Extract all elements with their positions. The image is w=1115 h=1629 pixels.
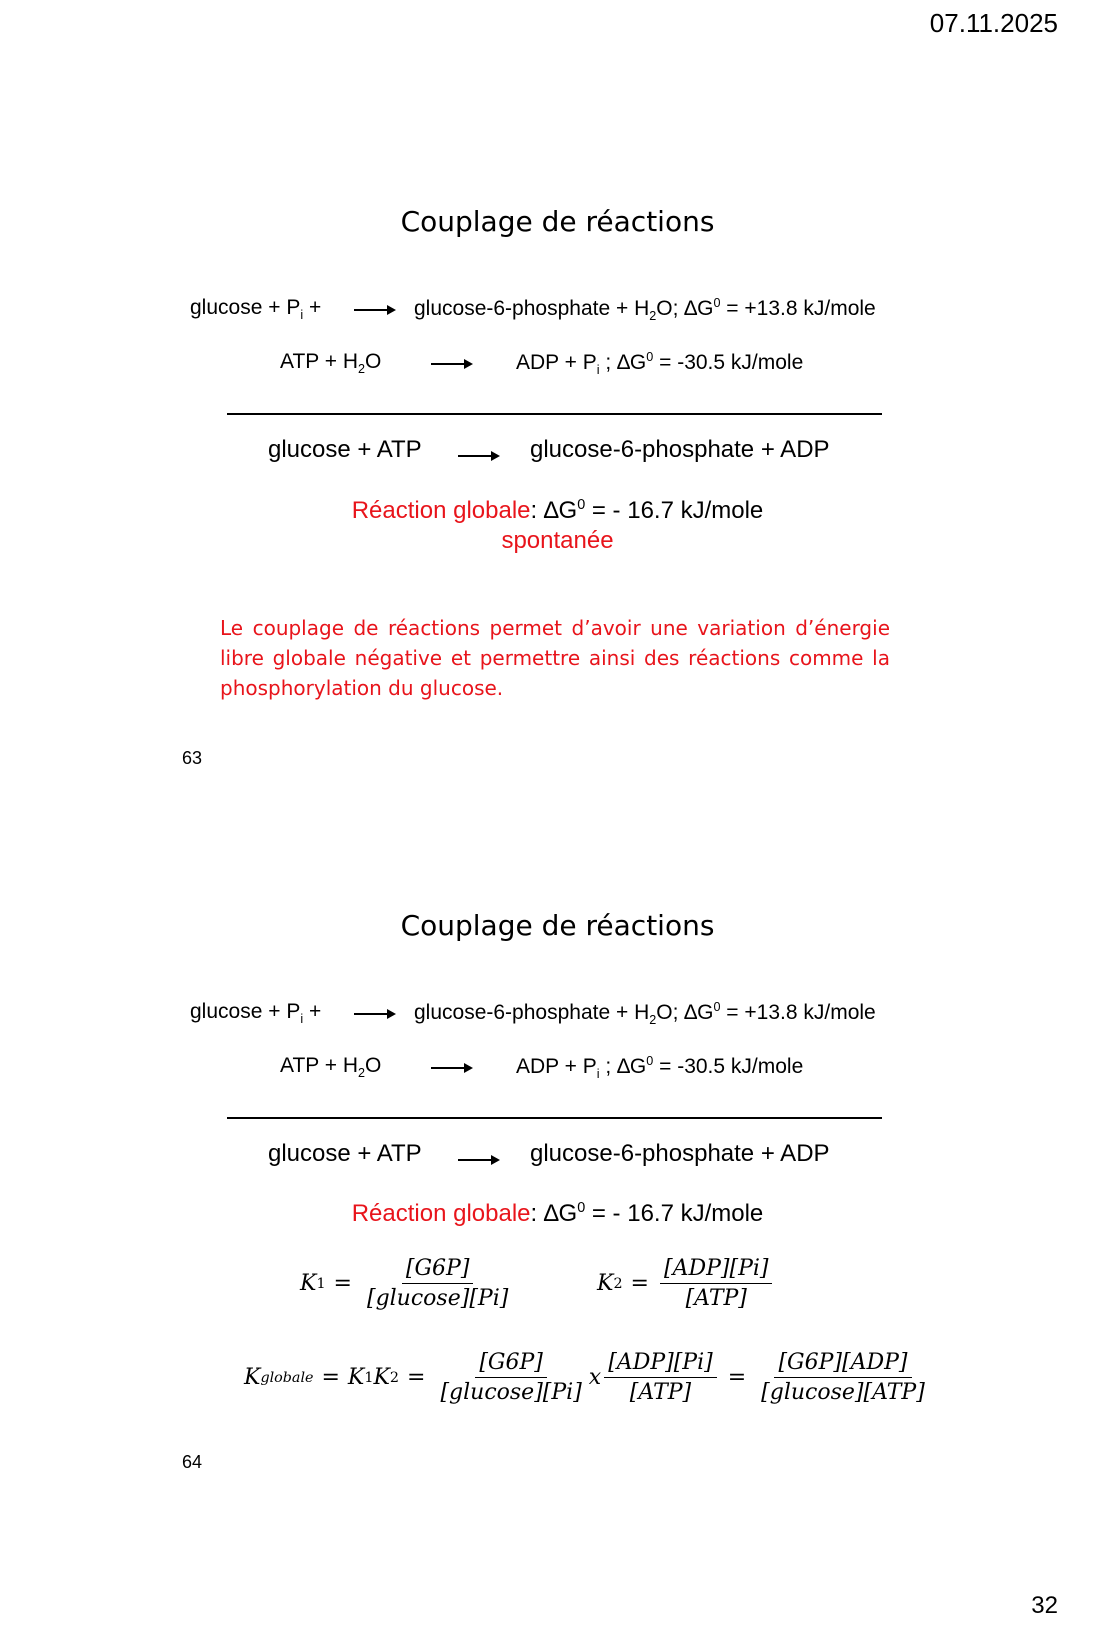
sum-divider xyxy=(227,1117,882,1119)
reaction-1-products: glucose-6-phosphate + $H_2O$; $\Delta G^0 = +13.8$ kJ/mole xyxy=(414,296,876,324)
reaction-1-reactants: $glucose + P_i$ + xyxy=(190,296,322,323)
global-reaction-line: Réaction globale: $\Delta G^0$ = - 16.7 kJ/mole xyxy=(351,497,764,524)
reaction-arrow xyxy=(458,449,500,463)
slide-number: 63 xyxy=(182,748,203,768)
reaction-2-reactants: ATP + $H_2O$ xyxy=(280,1054,382,1081)
reaction-arrow xyxy=(458,1153,500,1167)
k1-fraction: $\frac{[G6P]}{\text{[glucose][Pi]}}$ xyxy=(366,1256,509,1311)
reaction-arrow xyxy=(431,357,473,371)
reaction-2-products: ADP + $P_i$ ; $\Delta G^0 = -30.5$ kJ/mole xyxy=(516,1054,804,1082)
k1-equation: K 1 = $\frac{[G6P]}{\text{[glucose][Pi]}}$ xyxy=(300,1256,515,1311)
kglobal-fraction-2: $\frac{\text{[ADP][Pi]}}{\text{[ATP]}}$ xyxy=(604,1350,717,1405)
sum-divider xyxy=(227,413,882,415)
k2-fraction: $\frac{\text{[ADP][Pi]}}{\text{[ATP]}}$ xyxy=(660,1256,773,1311)
reaction-2-reactants: ATP + $H_2O$ xyxy=(280,350,382,377)
overall-reactants: glucose + ATP xyxy=(268,1140,422,1167)
reaction-arrow xyxy=(354,303,396,317)
slide-title: Couplage de réactions xyxy=(400,909,715,942)
reaction-1-reactants: $glucose + P_i$ + xyxy=(190,1000,322,1027)
kglobal-fraction-3: $\frac{\text{[G6P][ADP]}}{\text{[glucose][ATP]}}$ xyxy=(761,1350,925,1405)
overall-products: glucose-6-phosphate + ADP xyxy=(530,436,830,463)
page-number: 32 xyxy=(1031,1592,1058,1619)
overall-products: glucose-6-phosphate + ADP xyxy=(530,1140,830,1167)
overall-reactants: glucose + ATP xyxy=(268,436,422,463)
slide-title: Couplage de réactions xyxy=(400,205,715,238)
document-date: 07.11.2025 xyxy=(929,8,1058,38)
spontaneous-note: spontanée xyxy=(501,527,614,554)
reaction-arrow xyxy=(354,1007,396,1021)
reaction-2-products: ADP + $P_i$ ; $\Delta G^0 = -30.5$ kJ/mole xyxy=(516,350,804,378)
reaction-1-products: glucose-6-phosphate + $H_2O$; $\Delta G^0 = +13.8$ kJ/mole xyxy=(414,1000,876,1028)
kglobal-fraction-1: $\frac{[G6P]}{\text{[glucose][Pi]}}$ xyxy=(440,1350,582,1405)
slide-number: 64 xyxy=(182,1452,203,1472)
global-reaction-line: Réaction globale: $\Delta G^0$ = - 16.7 kJ/mole xyxy=(351,1200,764,1227)
explanation-paragraph: Le couplage de réactions permet d’avoir une variation d’énergie libre globale négative et permettre ainsi des réactions comme la phosphorylation du glucose. xyxy=(220,616,890,700)
k2-equation: K 2 = $\frac{\text{[ADP][Pi]}}{\text{[ATP]}}$ xyxy=(597,1256,775,1311)
reaction-arrow xyxy=(431,1061,473,1075)
kglobal-equation: K globale = K 1 K 2 = $\frac{[G6P]}{\text{[glucose][Pi]}}$ x $\frac{\text{[ADP][Pi]}}{\text{[ATP]}}$ = $\frac{\text{[G6P][ADP]}}{\text{[glucose][ATP]}}$ xyxy=(244,1350,932,1405)
